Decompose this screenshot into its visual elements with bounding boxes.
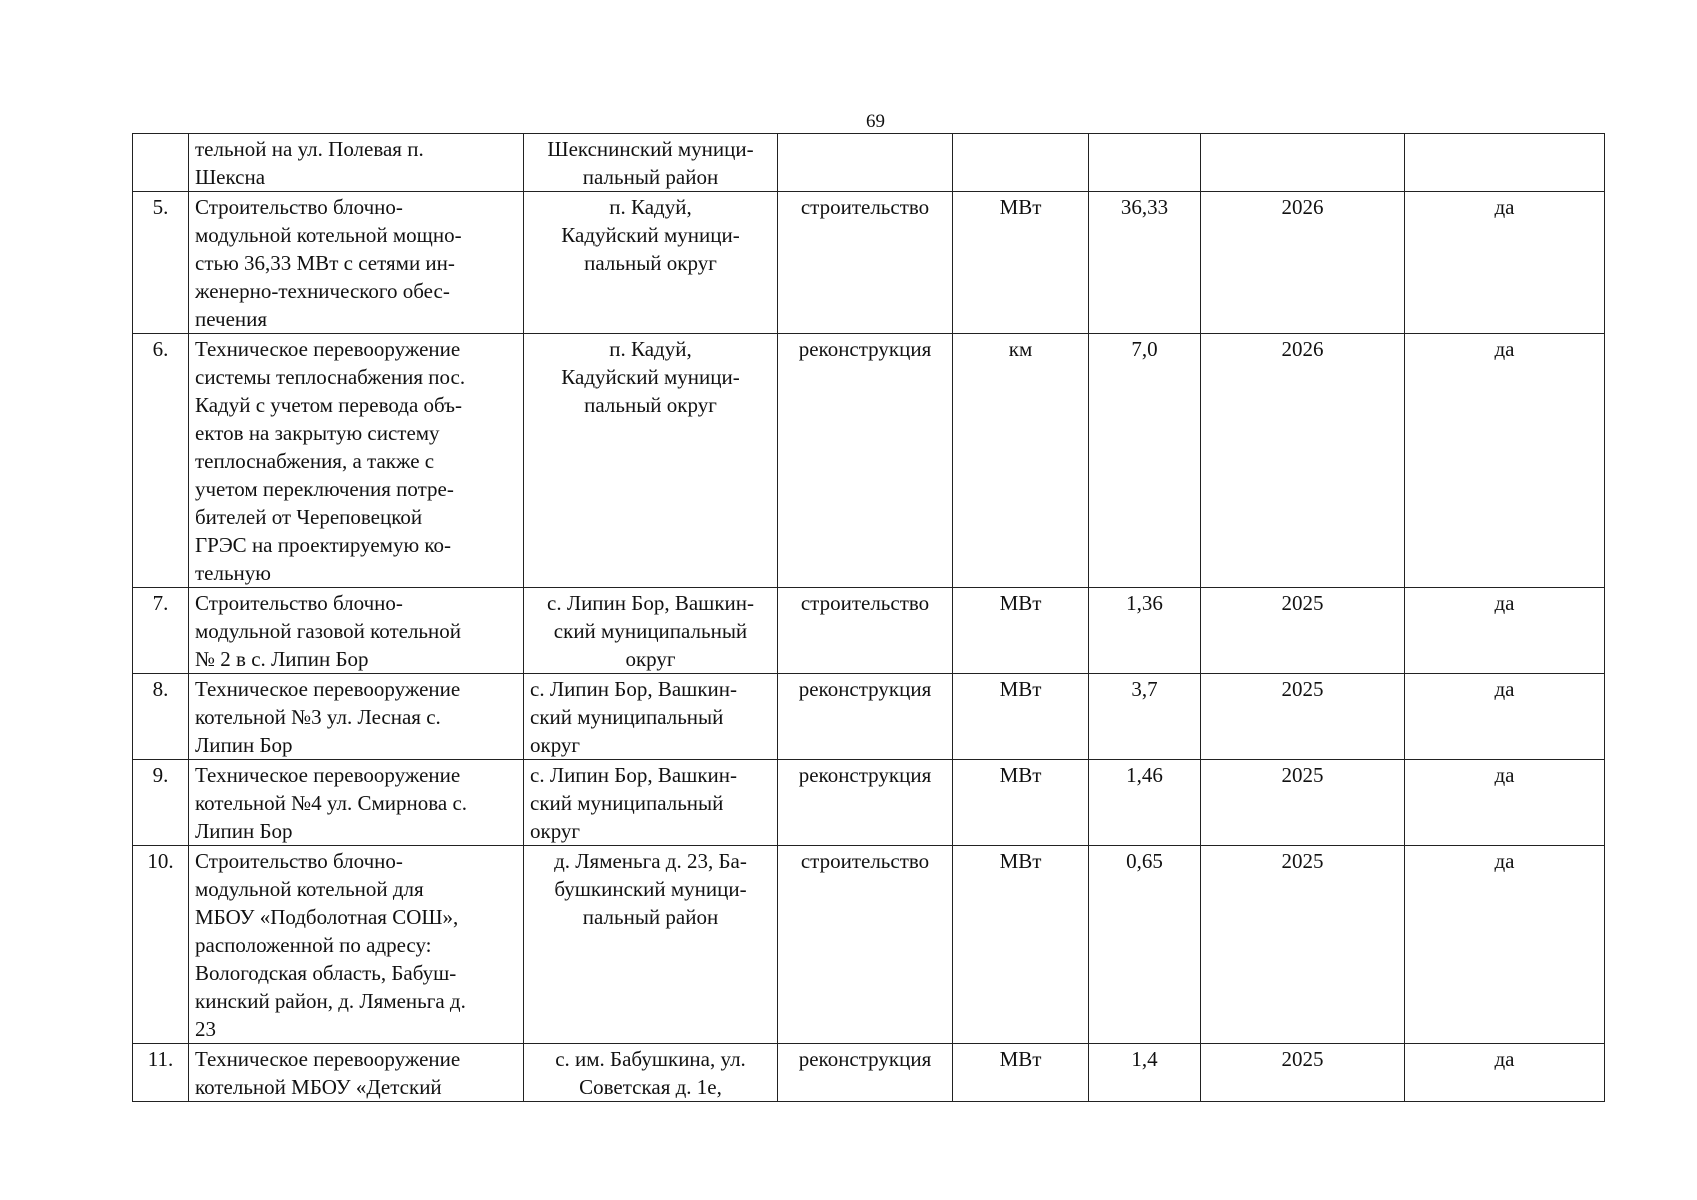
work-type: реконструкция [778,760,953,846]
unit: МВт [953,192,1089,334]
capacity-value: 0,65 [1089,846,1201,1044]
flag: да [1405,588,1605,674]
project-location: с. Липин Бор, Вашкин- ский муниципальный округ [524,588,778,674]
unit: км [953,334,1089,588]
row-number: 9. [133,760,189,846]
project-location: с. Липин Бор, Вашкин- ский муниципальный округ [524,760,778,846]
project-name: тельной на ул. Полевая п. Шексна [189,134,524,192]
project-name: Строительство блочно- модульной котельной мощно- стью 36,33 МВт с сетями ин- женерно-технического обес- печения [189,192,524,334]
unit: МВт [953,846,1089,1044]
unit: МВт [953,1044,1089,1102]
work-type: реконструкция [778,334,953,588]
flag: да [1405,1044,1605,1102]
flag: да [1405,846,1605,1044]
capacity-value: 3,7 [1089,674,1201,760]
year: 2025 [1201,588,1405,674]
year: 2026 [1201,192,1405,334]
table-row [133,192,1605,334]
work-type: строительство [778,588,953,674]
work-type: строительство [778,846,953,1044]
row-number: 11. [133,1044,189,1102]
table-row [133,846,1605,1044]
capacity-value: 1,46 [1089,760,1201,846]
project-location: п. Кадуй, Кадуйский муници- пальный округ [524,334,778,588]
table-row [133,334,1605,588]
project-location: д. Ляменьга д. 23, Ба- бушкинский муници- пальный район [524,846,778,1044]
project-name: Техническое перевооружение системы теплоснабжения пос. Кадуй с учетом перевода объ- ектов на закрытую систему теплоснабжения, а также с учетом переключения потре- бителей от Череповецкой ГРЭС на проектируемую ко- тельную [189,334,524,588]
work-type: строительство [778,192,953,334]
flag: да [1405,192,1605,334]
table-row [133,1044,1605,1102]
unit: МВт [953,760,1089,846]
unit: МВт [953,674,1089,760]
page-number: 69 [866,111,885,132]
year: 2026 [1201,334,1405,588]
year [1201,134,1405,192]
unit: МВт [953,588,1089,674]
year: 2025 [1201,846,1405,1044]
project-name: Техническое перевооружение котельной МБОУ «Детский [189,1044,524,1102]
table-row [133,674,1605,760]
flag [1405,134,1605,192]
capacity-value: 36,33 [1089,192,1201,334]
year: 2025 [1201,674,1405,760]
flag: да [1405,334,1605,588]
table-row [133,588,1605,674]
capacity-value: 1,4 [1089,1044,1201,1102]
capacity-value: 7,0 [1089,334,1201,588]
capacity-value [1089,134,1201,192]
project-location: с. Липин Бор, Вашкин- ский муниципальный округ [524,674,778,760]
work-type: реконструкция [778,1044,953,1102]
project-name: Техническое перевооружение котельной №3 ул. Лесная с. Липин Бор [189,674,524,760]
row-number: 7. [133,588,189,674]
row-number [133,134,189,192]
project-name: Строительство блочно- модульной котельной для МБОУ «Подболотная СОШ», расположенной по адресу: Вологодская область, Бабуш- кинский район, д. Ляменьга д. 23 [189,846,524,1044]
project-name: Строительство блочно- модульной газовой котельной № 2 в с. Липин Бор [189,588,524,674]
work-type: реконструкция [778,674,953,760]
row-number: 10. [133,846,189,1044]
flag: да [1405,674,1605,760]
row-number: 8. [133,674,189,760]
unit [953,134,1089,192]
table-row [133,760,1605,846]
table-row [133,134,1605,192]
work-type [778,134,953,192]
project-location: Шекснинский муници- пальный район [524,134,778,192]
project-location: с. им. Бабушкина, ул. Советская д. 1е, [524,1044,778,1102]
row-number: 5. [133,192,189,334]
row-number: 6. [133,334,189,588]
project-name: Техническое перевооружение котельной №4 ул. Смирнова с. Липин Бор [189,760,524,846]
year: 2025 [1201,1044,1405,1102]
flag: да [1405,760,1605,846]
project-location: п. Кадуй, Кадуйский муници- пальный округ [524,192,778,334]
year: 2025 [1201,760,1405,846]
capacity-value: 1,36 [1089,588,1201,674]
projects-table [132,133,1605,1102]
